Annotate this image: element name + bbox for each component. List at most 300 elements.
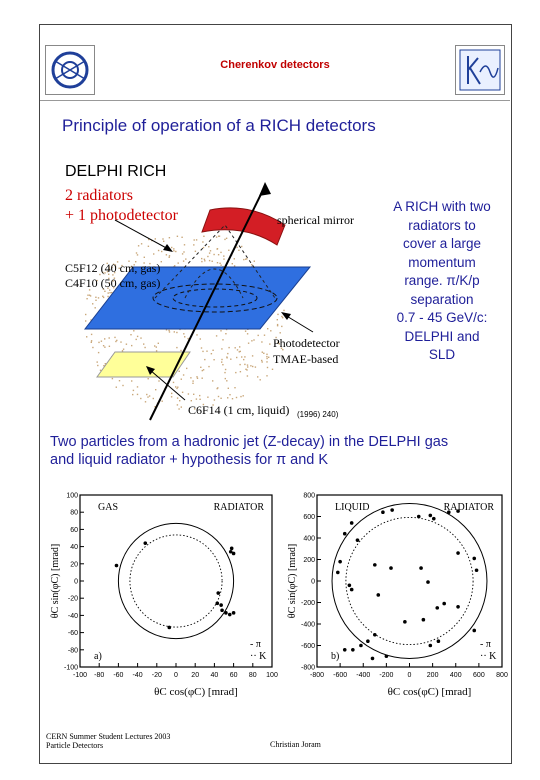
speckle-dot (204, 359, 205, 360)
speckle-dot (212, 350, 213, 351)
speckle-dot (236, 247, 237, 248)
speckle-dot (267, 367, 268, 368)
speckle-dot (109, 337, 110, 338)
radiator-arrow (115, 220, 170, 250)
speckle-dot (147, 396, 148, 397)
speckle-dot (263, 353, 264, 354)
speckle-dot (282, 317, 283, 318)
speckle-dot (226, 380, 227, 381)
speckle-dot (244, 356, 245, 357)
speckle-dot (140, 337, 141, 338)
data-point (381, 510, 385, 514)
footer-line-1: CERN Summer Student Lectures 2003 (46, 732, 171, 741)
data-point (472, 629, 476, 633)
speckle-dot (143, 343, 144, 344)
speckle-dot (277, 324, 278, 325)
speckle-dot (260, 379, 261, 380)
speckle-dot (272, 369, 273, 370)
plot-frame (80, 495, 272, 667)
speckle-dot (251, 340, 252, 341)
speckle-dot (247, 366, 248, 367)
speckle-dot (132, 394, 133, 395)
speckle-dot (158, 343, 159, 344)
speckle-dot (148, 378, 149, 379)
speckle-dot (171, 247, 172, 248)
y-tick-label: -100 (63, 664, 78, 672)
speckle-dot (109, 346, 110, 347)
y-tick-label: 400 (303, 535, 315, 543)
speckle-dot (104, 347, 105, 348)
speckle-dot (250, 365, 251, 366)
speckle-dot (218, 396, 219, 397)
y-axis-label: θC sin(φC) [mrad] (50, 543, 61, 619)
rich-description (378, 198, 506, 365)
speckle-dot (211, 353, 212, 354)
speckle-dot (277, 319, 278, 320)
speckle-dot (232, 398, 233, 399)
speckle-dot (116, 387, 117, 388)
speckle-dot (144, 347, 145, 348)
data-point (435, 606, 439, 610)
description-line: DELPHI and (404, 328, 480, 344)
speckle-dot (176, 347, 177, 348)
data-point (456, 605, 460, 609)
data-point (219, 603, 223, 607)
y-tick-label: 60 (70, 526, 78, 534)
data-point (366, 639, 370, 643)
speckle-dot (238, 250, 239, 251)
speckle-dot (216, 236, 217, 237)
speckle-dot (186, 368, 187, 369)
speckle-dot (138, 245, 139, 246)
speckle-dot (220, 330, 221, 331)
speckle-dot (177, 236, 178, 237)
speckle-dot (217, 388, 218, 389)
speckle-dot (137, 386, 138, 387)
footer-line-2: Particle Detectors (46, 741, 104, 750)
speckle-dot (169, 331, 170, 332)
y-tick-label: -200 (300, 600, 315, 607)
speckle-dot (173, 250, 174, 251)
spherical-mirror (202, 208, 285, 245)
speckle-dot (85, 320, 86, 321)
y-tick-label: 40 (70, 544, 78, 552)
speckle-dot (248, 343, 249, 344)
speckle-dot (196, 239, 197, 240)
x-tick-label: -200 (379, 672, 394, 679)
citation: (1996) 240) (297, 410, 339, 419)
speckle-dot (86, 298, 87, 299)
speckle-dot (232, 263, 233, 264)
speckle-dot (202, 370, 203, 371)
speckle-dot (245, 331, 246, 332)
speckle-dot (220, 265, 221, 266)
data-point (350, 588, 354, 592)
speckle-dot (103, 345, 104, 346)
speckle-dot (209, 260, 210, 261)
speckle-dot (225, 369, 226, 370)
speckle-dot (226, 356, 227, 357)
description-line: momentum (408, 254, 476, 270)
speckle-dot (208, 366, 209, 367)
y-tick-label: 80 (70, 509, 78, 517)
y-tick-label: 600 (303, 514, 315, 521)
data-point (371, 657, 375, 661)
speckle-dot (183, 251, 184, 252)
speckle-dot (217, 248, 218, 249)
speckle-dot (163, 241, 164, 242)
speckle-dot (234, 265, 235, 266)
caption (50, 433, 490, 469)
data-point (442, 602, 446, 606)
speckle-dot (202, 378, 203, 379)
speckle-dot (177, 387, 178, 388)
speckle-dot (169, 237, 170, 238)
photodetector-label-1: Photodetector (273, 336, 340, 350)
data-point (389, 566, 393, 570)
y-tick-label: 200 (303, 557, 315, 564)
speckle-dot (119, 380, 120, 381)
speckle-dot (158, 380, 159, 381)
speckle-dot (224, 372, 225, 373)
speckle-dot (243, 259, 244, 260)
speckle-dot (266, 375, 267, 376)
speckle-dot (200, 338, 201, 339)
speckle-dot (219, 263, 220, 264)
y-tick-label: 0 (74, 578, 78, 586)
speckle-dot (98, 342, 99, 343)
plot-title-left: GAS (98, 502, 119, 513)
speckle-dot (183, 374, 184, 375)
speckle-dot (173, 382, 174, 383)
speckle-dot (201, 347, 202, 348)
speckle-dot (257, 376, 258, 377)
speckle-dot (175, 386, 176, 387)
speckle-dot (223, 258, 224, 259)
data-point (220, 608, 224, 612)
speckle-dot (212, 380, 213, 381)
x-tick-label: -400 (356, 672, 371, 679)
x-tick-label: -60 (113, 672, 124, 679)
speckle-dot (91, 340, 92, 341)
speckle-dot (154, 345, 155, 346)
data-point (373, 633, 377, 637)
x-tick-label: 20 (191, 672, 200, 679)
y-tick-label: -800 (300, 664, 315, 672)
speckle-dot (181, 379, 182, 380)
speckle-dot (115, 341, 116, 342)
footer-lecture (46, 732, 170, 750)
speckle-dot (247, 333, 248, 334)
speckle-dot (200, 367, 201, 368)
y-tick-label: -400 (300, 621, 315, 629)
speckle-dot (108, 292, 109, 293)
speckle-dot (156, 350, 157, 351)
speckle-dot (225, 333, 226, 334)
data-point (228, 613, 232, 617)
legend-k: ·· K (480, 651, 497, 662)
speckle-dot (171, 393, 172, 394)
speckle-dot (149, 395, 150, 396)
speckle-dot (98, 297, 99, 298)
speckle-dot (241, 356, 242, 357)
x-tick-label: 0 (407, 672, 412, 679)
speckle-dot (183, 260, 184, 261)
x-tick-label: -80 (94, 672, 105, 679)
speckle-dot (206, 351, 207, 352)
data-point (336, 571, 340, 575)
speckle-dot (202, 241, 203, 242)
x-tick-label: -800 (309, 672, 325, 679)
speckle-dot (162, 238, 163, 239)
speckle-dot (183, 333, 184, 334)
speckle-dot (253, 339, 254, 340)
speckle-dot (177, 397, 178, 398)
speckle-dot (95, 307, 96, 308)
data-point (216, 591, 220, 595)
speckle-dot (266, 354, 267, 355)
speckle-dot (239, 364, 240, 365)
speckle-dot (261, 360, 262, 361)
speckle-dot (209, 252, 210, 253)
speckle-dot (102, 296, 103, 297)
speckle-dot (104, 338, 105, 339)
speckle-dot (193, 244, 194, 245)
speckle-dot (266, 358, 267, 359)
speckle-dot (213, 254, 214, 255)
speckle-dot (169, 257, 170, 258)
speckle-dot (258, 335, 259, 336)
y-tick-label: -40 (67, 612, 78, 620)
slide-title: Principle of operation of a RICH detectors (62, 116, 376, 135)
speckle-dot (137, 336, 138, 337)
speckle-dot (247, 364, 248, 365)
speckle-dot (136, 339, 137, 340)
speckle-dot (252, 355, 253, 356)
speckle-dot (175, 251, 176, 252)
speckle-dot (235, 347, 236, 348)
speckle-dot (228, 388, 229, 389)
speckle-dot (91, 334, 92, 335)
y-axis-label: θC sin(φC) [mrad] (287, 543, 298, 619)
speckle-dot (216, 335, 217, 336)
speckle-dot (227, 353, 228, 354)
speckle-dot (133, 390, 134, 391)
speckle-dot (199, 395, 200, 396)
speckle-dot (277, 314, 278, 315)
liquid-plot (285, 487, 510, 705)
caption-line-1: Two particles from a hadronic jet (Z-decay) in the DELPHI gas (50, 434, 449, 450)
k-hypothesis-ring (346, 517, 473, 644)
speckle-dot (130, 334, 131, 335)
data-point (472, 557, 476, 561)
panel-label: b) (331, 651, 340, 662)
liquid-label: C6F14 (1 cm, liquid) (188, 403, 290, 417)
cern-logo-icon (45, 45, 95, 95)
x-tick-label: 800 (496, 672, 508, 679)
legend-k: ·· K (250, 651, 267, 662)
speckle-dot (229, 394, 230, 395)
krg-logo-icon (455, 45, 505, 95)
y-tick-label: -60 (67, 630, 78, 638)
speckle-dot (86, 336, 87, 337)
description-line: range. π/K/p (404, 273, 480, 288)
speckle-dot (131, 380, 132, 381)
speckle-dot (207, 397, 208, 398)
x-tick-label: -100 (72, 672, 88, 679)
speckle-dot (217, 262, 218, 263)
speckle-dot (155, 238, 156, 239)
x-tick-label: 80 (248, 672, 257, 679)
speckle-dot (212, 261, 213, 262)
speckle-dot (207, 256, 208, 257)
speckle-dot (144, 257, 145, 258)
legend-pi: - π (250, 639, 261, 650)
plot-title-right: RADIATOR (213, 502, 264, 513)
speckle-dot (196, 376, 197, 377)
speckle-dot (182, 392, 183, 393)
x-tick-label: 600 (473, 672, 485, 679)
plot-title-right: RADIATOR (443, 502, 494, 513)
y-tick-label: -600 (300, 643, 315, 650)
speckle-dot (204, 260, 205, 261)
speckle-dot (180, 350, 181, 351)
speckle-dot (91, 342, 92, 343)
speckle-dot (203, 369, 204, 370)
speckle-dot (234, 387, 235, 388)
y-tick-label: 0 (311, 578, 315, 586)
pi-hypothesis-ring (118, 523, 233, 638)
description-line: A RICH with two (393, 199, 491, 214)
x-tick-label: -20 (151, 672, 162, 679)
radiators-label-1: 2 radiators (65, 187, 133, 204)
speckle-dot (221, 348, 222, 349)
speckle-dot (195, 251, 196, 252)
speckle-dot (177, 404, 178, 405)
y-tick-label: -20 (67, 595, 78, 603)
speckle-dot (176, 332, 177, 333)
x-axis-label: θC cos(φC) [mrad] (387, 686, 472, 698)
speckle-dot (236, 357, 237, 358)
speckle-dot (267, 328, 268, 329)
speckle-dot (169, 255, 170, 256)
speckle-dot (196, 334, 197, 335)
data-point (359, 644, 363, 648)
data-point (403, 620, 407, 624)
description-line: radiators to (408, 217, 476, 233)
footer-author: Christian Joram (270, 740, 321, 749)
y-tick-label: -80 (67, 647, 78, 655)
speckle-dot (97, 361, 98, 362)
speckle-dot (246, 369, 247, 370)
description-line: separation (410, 291, 474, 307)
speckle-dot (210, 250, 211, 251)
x-axis-label: θC cos(φC) [mrad] (154, 686, 238, 698)
speckle-dot (269, 343, 270, 344)
gas-plot (48, 487, 280, 705)
data-point (350, 521, 354, 525)
speckle-dot (252, 366, 253, 367)
speckle-dot (95, 300, 96, 301)
x-tick-label: 60 (229, 672, 238, 679)
speckle-dot (174, 331, 175, 332)
speckle-dot (239, 351, 240, 352)
speckle-dot (137, 254, 138, 255)
description-line: cover a large (402, 236, 482, 251)
slide-subtitle: DELPHI RICH (65, 163, 167, 180)
data-point (215, 602, 219, 606)
y-tick-label: 800 (303, 492, 315, 500)
speckle-dot (185, 258, 186, 259)
speckle-dot (243, 359, 244, 360)
speckle-dot (226, 238, 227, 239)
x-tick-label: 100 (266, 672, 278, 679)
speckle-dot (126, 344, 127, 345)
speckle-dot (192, 380, 193, 381)
data-point (338, 560, 342, 564)
speckle-dot (243, 395, 244, 396)
speckle-dot (203, 247, 204, 248)
x-tick-label: -600 (333, 672, 348, 679)
speckle-dot (161, 261, 162, 262)
photodetector-arrow (285, 315, 313, 332)
speckle-dot (179, 400, 180, 401)
speckle-dot (156, 346, 157, 347)
speckle-dot (181, 406, 182, 407)
data-point (356, 538, 360, 542)
speckle-dot (223, 255, 224, 256)
data-point (373, 563, 377, 567)
speckle-dot (237, 349, 238, 350)
speckle-dot (197, 378, 198, 379)
speckle-dot (166, 254, 167, 255)
x-tick-label: 40 (210, 672, 219, 679)
speckle-dot (221, 359, 222, 360)
speckle-dot (270, 330, 271, 331)
speckle-dot (266, 361, 267, 362)
speckle-dot (141, 243, 142, 244)
plot-frame (317, 495, 502, 667)
k-hypothesis-ring (130, 535, 222, 627)
x-tick-label: 0 (174, 672, 178, 679)
speckle-dot (137, 394, 138, 395)
speckle-dot (241, 246, 242, 247)
data-point (230, 547, 234, 551)
speckle-dot (178, 408, 179, 409)
speckle-dot (97, 365, 98, 366)
speckle-dot (133, 330, 134, 331)
speckle-dot (244, 364, 245, 365)
data-point (115, 564, 119, 568)
speckle-dot (218, 236, 219, 237)
speckle-dot (234, 258, 235, 259)
data-point (475, 568, 479, 572)
speckle-dot (201, 258, 202, 259)
speckle-dot (239, 346, 240, 347)
description-line: SLD (428, 347, 456, 362)
speckle-dot (220, 398, 221, 399)
speckle-dot (92, 347, 93, 348)
speckle-dot (191, 400, 192, 401)
speckle-dot (196, 398, 197, 399)
speckle-dot (101, 341, 102, 342)
data-point (432, 517, 436, 521)
speckle-dot (140, 398, 141, 399)
speckle-dot (122, 385, 123, 386)
y-tick-label: 20 (70, 561, 78, 569)
speckle-dot (281, 316, 282, 317)
data-point (376, 593, 380, 597)
